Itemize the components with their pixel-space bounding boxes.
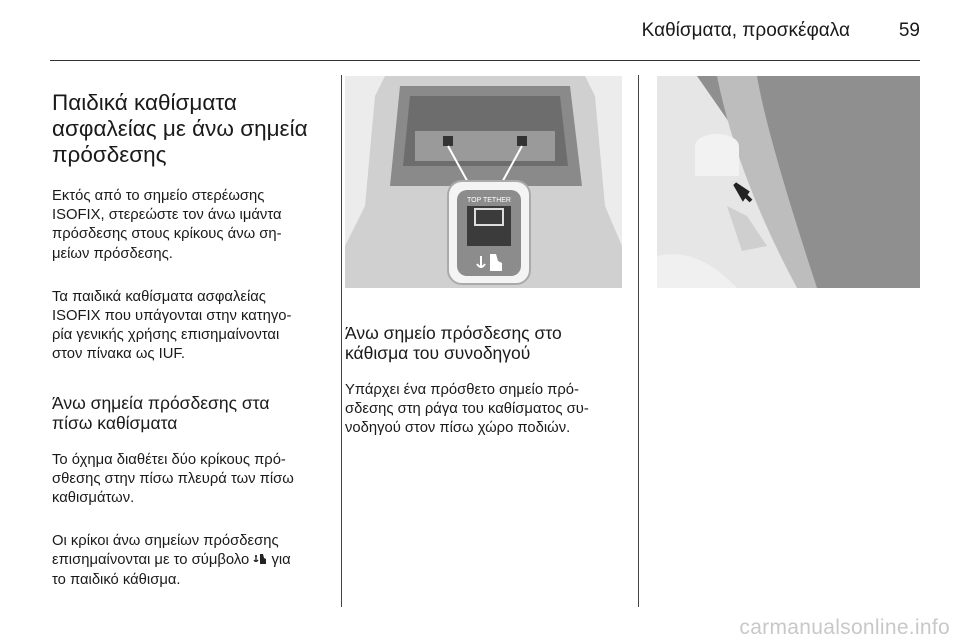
subsection-heading: Άνω σημεία πρόσδεσης στα πίσω καθίσματα [52, 392, 270, 433]
column-divider [341, 75, 342, 607]
watermark: carmanualsonline.info [739, 616, 950, 639]
paragraph: Εκτός από το σημείο στερέωσης ISOFIX, στερεώστε τον άνω ιμάντα πρόσδεσης στους κρίκους άνω ση- μείων πρόσδεσης. [52, 188, 282, 262]
rear-tether-image [345, 76, 622, 288]
left-column [52, 72, 337, 608]
subsection-heading: Άνω σημείο πρόσδεσης στο κάθισμα του συνοδηγού [345, 323, 562, 363]
paragraph: Το όχημα διαθέτει δύο κρίκους πρό- σθεσης στην πίσω πλευρά των πίσω καθισμάτων. [52, 451, 294, 507]
passenger-seat-rail-image [657, 76, 920, 288]
middle-column [345, 305, 635, 457]
running-header-title: Καθίσματα, προσκέφαλα [641, 20, 850, 41]
paragraph-text: Οι κρίκοι άνω σημείων πρόσδεσης επισημαίνονται με το σύμβολο [52, 533, 279, 569]
paragraph-text: για το παιδικό κάθισμα. [52, 552, 291, 588]
top-tether-label: TOP TETHER [467, 197, 511, 204]
car-rear-illustration [345, 76, 622, 288]
section-heading: Παιδικά καθίσματα ασφαλείας με άνω σημεία πρόσδεσης [52, 90, 308, 167]
page-number: 59 [898, 20, 920, 41]
paragraph: Υπάρχει ένα πρόσθετο σημείο πρό- σδεσης στη ράγα του καθίσματος συ- νοδηγού στον πίσω χώρο ποδιών. [345, 382, 589, 437]
child-seat-anchor-icon [253, 552, 267, 565]
paragraph [52, 532, 337, 590]
seat-rail-illustration [657, 76, 920, 288]
paragraph: Τα παιδικά καθίσματα ασφαλείας ISOFIX που υπάγονται στην κατηγο- ρία γενικής χρήσης επισημαίνονται στον πίνακα ως IUF. [52, 288, 292, 363]
column-divider [638, 75, 639, 607]
header-rule [50, 60, 920, 61]
